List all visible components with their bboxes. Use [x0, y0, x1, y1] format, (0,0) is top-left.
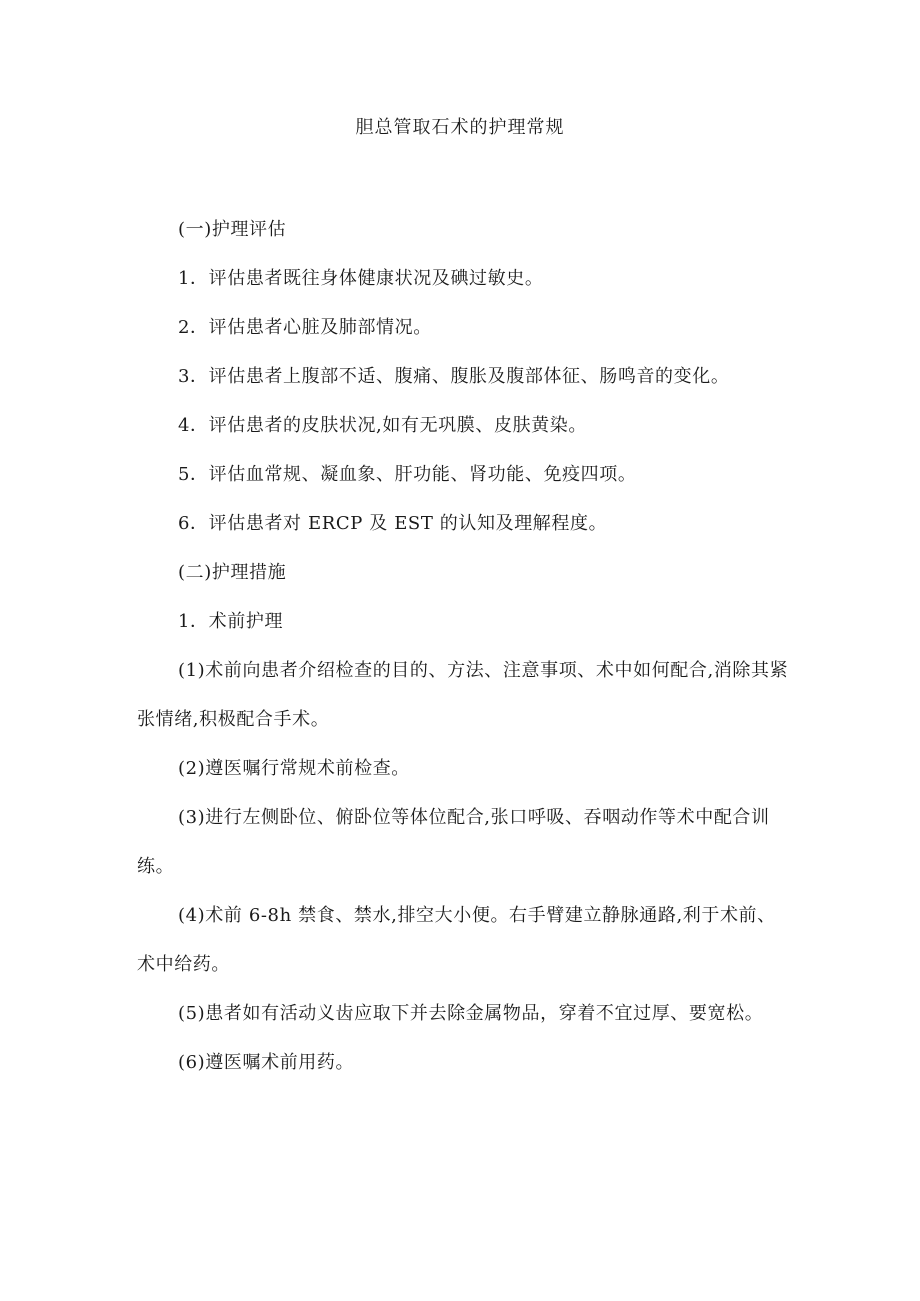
paragraph: (4)术前 6-8h 禁食、禁水,排空大小便。右手臂建立静脉通路,利于术前、术中给药。 [137, 905, 776, 975]
paragraph: 3．评估患者上腹部不适、腹痛、腹胀及腹部体征、肠鸣音的变化。 [178, 366, 730, 387]
paragraph: 1．评估患者既往身体健康状况及碘过敏史。 [178, 268, 544, 289]
paragraph: 5．评估血常规、凝血象、肝功能、肾功能、免疫四项。 [178, 464, 637, 485]
subsection-heading-preop: 1．术前护理 [178, 611, 284, 632]
document-title: 胆总管取石术的护理常规 [355, 117, 565, 138]
paragraph: (6)遵医嘱术前用药。 [178, 1052, 355, 1073]
paragraph: 4．评估患者的皮肤状况,如有无巩膜、皮肤黄染。 [178, 415, 587, 436]
paragraph: (5)患者如有活动义齿应取下并去除金属物品，穿着不宜过厚、要宽松。 [178, 1003, 764, 1024]
paragraph: (1)术前向患者介绍检查的目的、方法、注意事项、术中如何配合,消除其紧张情绪,积极配合手术。 [137, 660, 789, 730]
section-heading-assessment: (一)护理评估 [178, 219, 287, 240]
paragraph: 6．评估患者对 ERCP 及 EST 的认知及理解程度。 [178, 513, 608, 534]
document-body [137, 205, 792, 1087]
paragraph: 2．评估患者心脏及肺部情况。 [178, 317, 432, 338]
paragraph: (2)遵医嘱行常规术前检查。 [178, 758, 410, 779]
paragraph: (3)进行左侧卧位、俯卧位等体位配合,张口呼吸、吞咽动作等术中配合训练。 [137, 807, 770, 877]
section-heading-measures: (二)护理措施 [178, 562, 287, 583]
